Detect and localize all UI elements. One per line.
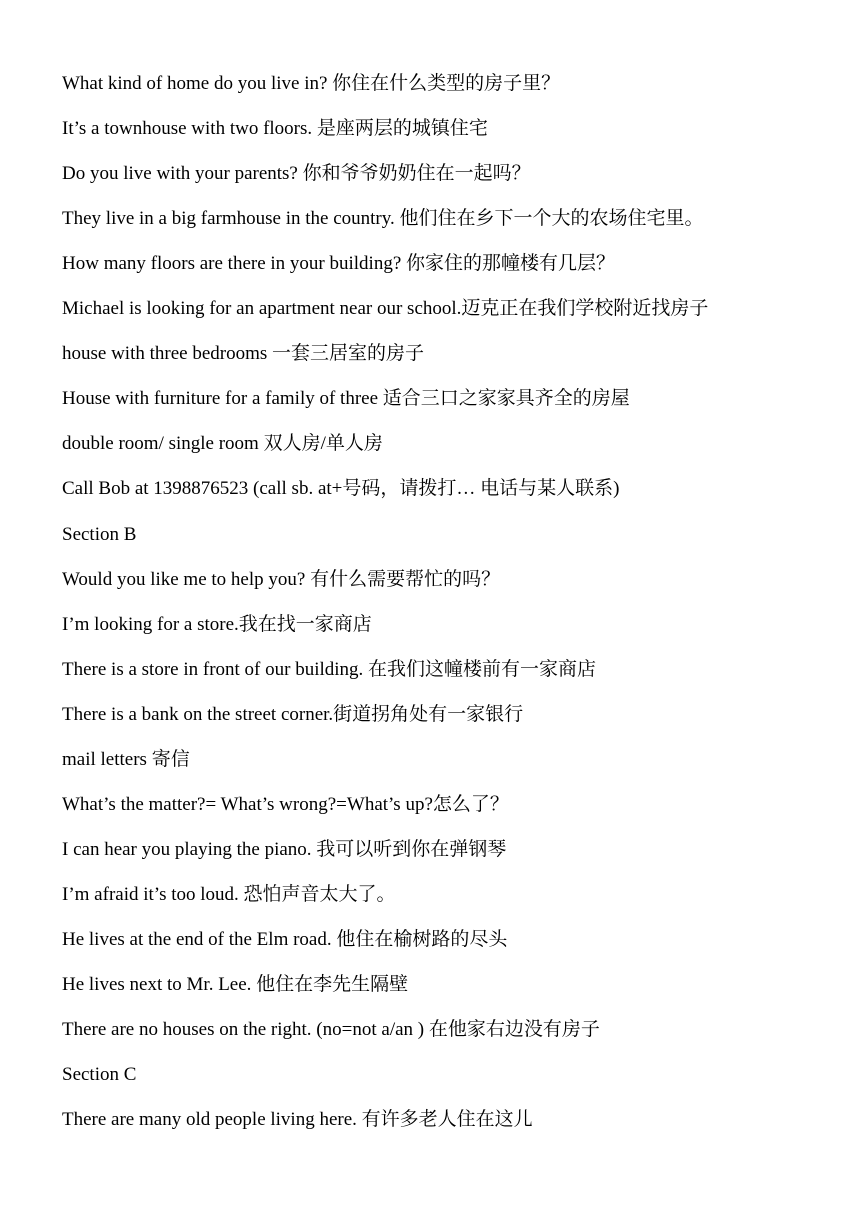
text-line: They live in a big farmhouse in the country. 他们住在乡下一个大的农场住宅里。 — [62, 208, 704, 229]
text-line: I’m afraid it’s too loud. 恐怕声音太大了。 — [62, 884, 396, 905]
text-line: Call Bob at 1398876523 (call sb. at+号码，请拨打… 电话与某人联系) — [62, 478, 620, 499]
text-line: double room/ single room 双人房/单人房 — [62, 433, 383, 454]
text-line: There is a store in front of our building. 在我们这幢楼前有一家商店 — [62, 659, 597, 680]
text-line: There are many old people living here. 有许多老人住在这儿 — [62, 1109, 533, 1130]
section-heading: Section B — [62, 524, 137, 545]
text-line: I can hear you playing the piano. 我可以听到你在弹钢琴 — [62, 839, 507, 860]
text-line: mail letters 寄信 — [62, 749, 190, 770]
text-line: I’m looking for a store.我在找一家商店 — [62, 614, 372, 635]
text-line: There is a bank on the street corner.街道拐角处有一家银行 — [62, 704, 524, 725]
text-line: How many floors are there in your building? 你家住的那幢楼有几层？ — [62, 253, 616, 274]
text-line: Would you like me to help you? 有什么需要帮忙的吗？ — [62, 569, 501, 590]
text-line: It’s a townhouse with two floors. 是座两层的城镇住宅 — [62, 118, 488, 139]
text-line: He lives next to Mr. Lee. 他住在李先生隔壁 — [62, 974, 409, 995]
text-line: There are no houses on the right. (no=not a/an ) 在他家右边没有房子 — [62, 1019, 600, 1040]
text-line: What’s the matter?= What’s wrong?=What’s up?怎么了？ — [62, 794, 509, 815]
text-line: house with three bedrooms 一套三居室的房子 — [62, 343, 425, 364]
text-line: He lives at the end of the Elm road. 他住在榆树路的尽头 — [62, 929, 508, 950]
text-line: Do you live with your parents? 你和爷爷奶奶住在一起吗？ — [62, 163, 531, 184]
text-line: House with furniture for a family of three 适合三口之家家具齐全的房屋 — [62, 388, 630, 409]
section-heading: Section C — [62, 1064, 137, 1085]
text-line: Michael is looking for an apartment near our school.迈克正在我们学校附近找房子 — [62, 298, 709, 319]
text-line: What kind of home do you live in? 你住在什么类型的房子里？ — [62, 73, 561, 94]
